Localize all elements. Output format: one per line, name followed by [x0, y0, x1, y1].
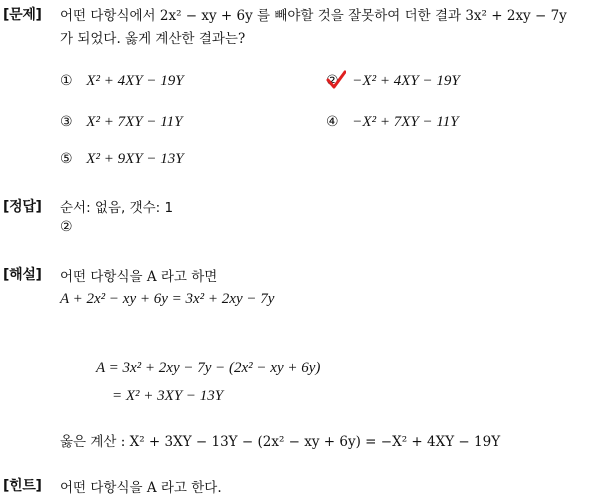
choice-2[interactable] — [326, 73, 460, 90]
calculation-line-2: = X² + 3XY − 13Y — [112, 388, 224, 404]
choice-5[interactable] — [60, 151, 184, 168]
choice-1[interactable] — [60, 73, 184, 90]
choice-3[interactable] — [60, 114, 182, 131]
explanation-line-2: A + 2x² − xy + 6y = 3x² + 2xy − 7y — [60, 291, 275, 307]
choice-number: ② — [326, 73, 339, 89]
answer-value: ② — [60, 219, 73, 235]
choice-number: ④ — [326, 114, 339, 130]
hint-label: [힌트] — [3, 478, 42, 494]
correct-result: 옳은 계산 : X² + 3XY − 13Y − (2x² − xy + 6y) = −X² + 4XY − 19Y — [60, 434, 501, 450]
choice-expression: X² + 9XY − 13Y — [86, 151, 184, 167]
choice-4[interactable] — [326, 114, 459, 131]
choice-number: ③ — [60, 114, 73, 130]
choice-number: ⑤ — [60, 151, 73, 167]
hint-text: 어떤 다항식을 A 라고 한다. — [60, 480, 222, 496]
problem-line-2: 가 되었다. 옳게 계산한 결과는? — [60, 31, 246, 47]
choice-number: ① — [60, 73, 73, 89]
answer-label: [정답] — [3, 199, 42, 215]
choice-expression: −X² + 7XY − 11Y — [352, 114, 459, 130]
explanation-label: [해설] — [3, 267, 42, 283]
answer-meta: 순서: 없음, 갯수: 1 — [60, 200, 174, 216]
explanation-line-1: 어떤 다항식을 A 라고 하면 — [60, 269, 218, 285]
choice-expression: X² + 4XY − 19Y — [86, 73, 184, 89]
problem-line-1: 어떤 다항식에서 2x² − xy + 6y 를 빼야할 것을 잘못하여 더한 결과 3x² + 2xy − 7y — [60, 8, 567, 24]
choice-expression: X² + 7XY − 11Y — [86, 114, 183, 130]
choice-expression: −X² + 4XY − 19Y — [352, 73, 460, 89]
problem-label: [문제] — [3, 7, 42, 23]
calculation-line-1: A = 3x² + 2xy − 7y − (2x² − xy + 6y) — [96, 360, 321, 376]
checkmark-icon — [326, 70, 346, 90]
